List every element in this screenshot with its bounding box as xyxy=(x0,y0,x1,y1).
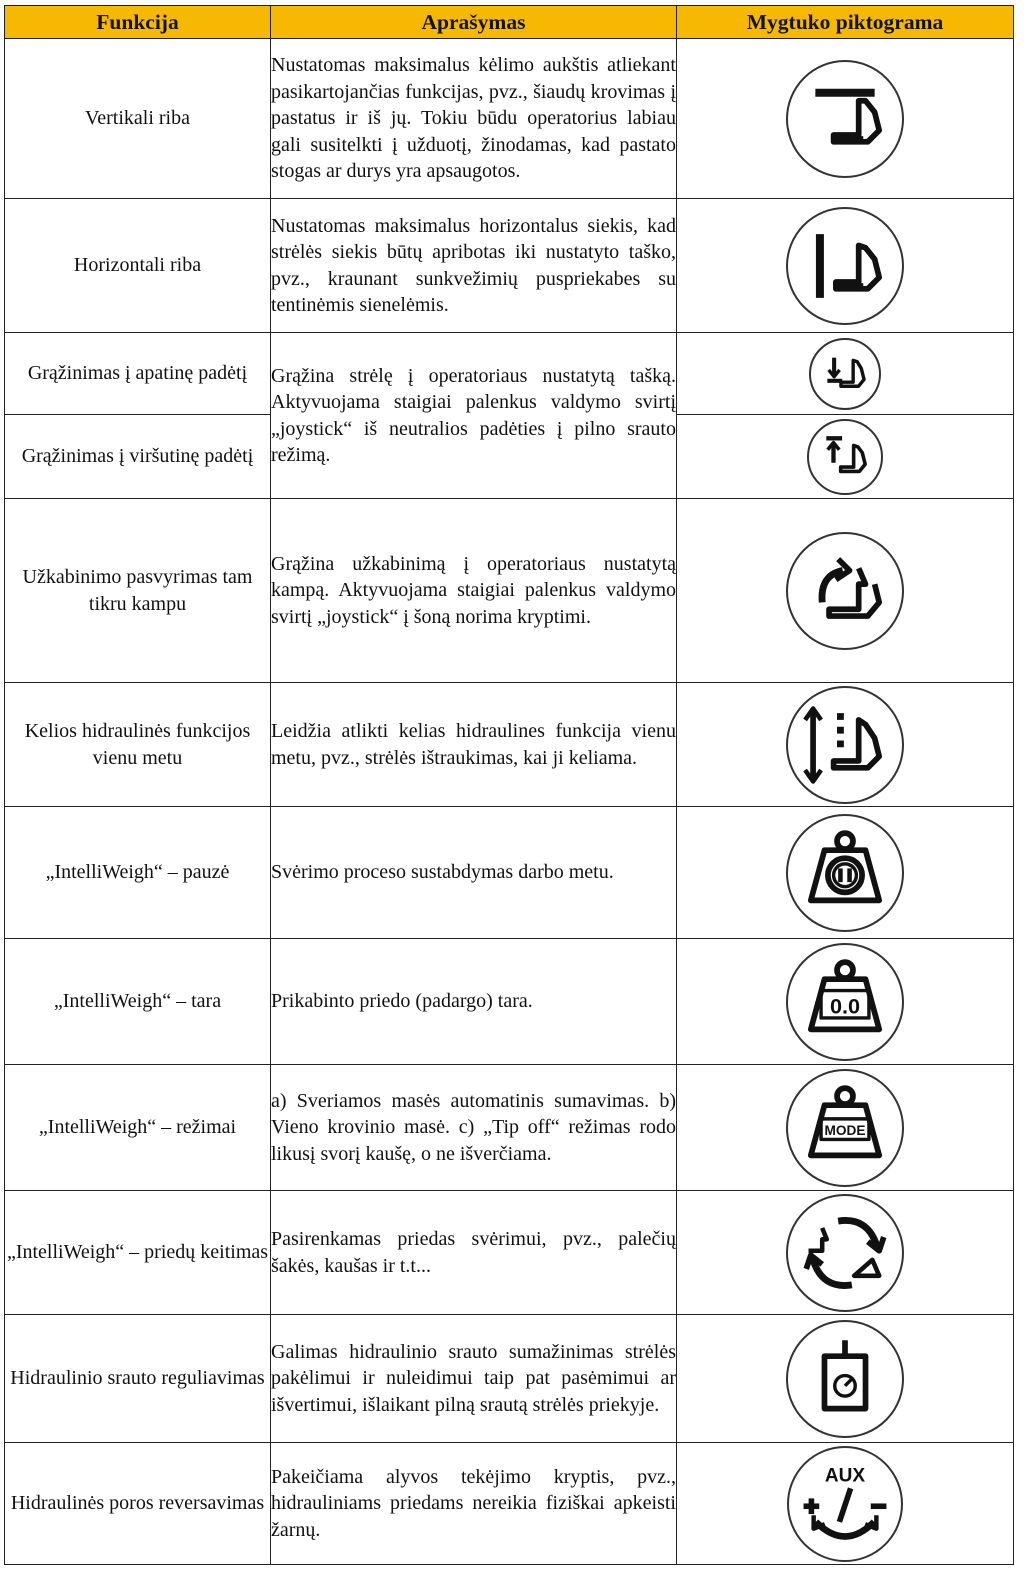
table-row xyxy=(5,39,1014,199)
attachment-change-icon xyxy=(786,1194,904,1312)
header-function: Funkcija xyxy=(5,6,271,39)
return-to-lower-icon xyxy=(809,338,881,410)
description-cell: Svėrimo proceso sustabdymas darbo metu. xyxy=(271,807,677,939)
table-row xyxy=(5,939,1014,1065)
function-cell: Hidraulinio srauto reguliavimas xyxy=(5,1315,271,1443)
description-cell: Pakeičiama alyvos tekėjimo kryptis, pvz., hidrauliniams priedams nereikia fiziškai apkeisti žarnų. xyxy=(271,1443,677,1565)
vertical-limit-icon xyxy=(786,60,904,178)
description-cell: Nustatomas maksimalus kėlimo aukštis atliekant pasikartojančias funkcijas, pvz., šiaudų krovimas į pastatus ir iš jų. Tokiu būdu operatorius labiau gali susitelkti į užduotį, žinodamas, kad pastato stogas ar durys yra apsaugotos. xyxy=(271,39,677,199)
flow-control-icon xyxy=(786,1320,904,1438)
table-row xyxy=(5,1443,1014,1565)
table-row xyxy=(5,499,1014,683)
function-cell: „IntelliWeigh“ – režimai xyxy=(5,1065,271,1191)
description-cell: a) Sveriamos masės automatinis sumavimas. b) Vieno krovinio masė. c) „Tip off“ režimas rodo likusį svorį kaušę, o ne išverčiama. xyxy=(271,1065,677,1191)
description-cell: Prikabinto priedo (padargo) tara. xyxy=(271,939,677,1065)
weigh-mode-icon xyxy=(786,1069,904,1187)
function-cell: Vertikali riba xyxy=(5,39,271,199)
function-cell: „IntelliWeigh“ – priedų keitimas xyxy=(5,1191,271,1315)
function-cell: Horizontali riba xyxy=(5,199,271,333)
header-icon: Mygtuko piktograma xyxy=(677,6,1014,39)
table-row xyxy=(5,1315,1014,1443)
function-cell: Hidraulinės poros reversavimas xyxy=(5,1443,271,1565)
carriage-tilt-icon xyxy=(786,532,904,650)
function-cell: Grąžinimas į viršutinę padėtį xyxy=(5,415,271,499)
multi-function-icon xyxy=(786,686,904,804)
table-row xyxy=(5,683,1014,807)
weigh-tare-icon xyxy=(786,943,904,1061)
description-cell: Galimas hidraulinio srauto sumažinimas strėlės pakėlimui ir nuleidimui taip pat pasėmimui ar išvertimui, išlaikant pilną srautą strėlės priekyje. xyxy=(271,1315,677,1443)
aux-label: AUX xyxy=(824,1465,866,1487)
weigh-pause-icon xyxy=(786,814,904,932)
weigh-tare-label: 0.0 xyxy=(829,992,861,1018)
description-cell: Grąžina užkabinimą į operatoriaus nustatytą kampą. Aktyvuojama staigiai palenkus valdymo svirtį „joystick“ į šoną norima kryptimi. xyxy=(271,499,677,683)
description-cell: Nustatomas maksimalus horizontalus siekis, kad strėlės siekis būtų apribotas iki nustatyto taško, pvz., kraunant sunkvežimių puspriekabes su tentinėmis sienelėmis. xyxy=(271,199,677,333)
horizontal-limit-icon xyxy=(786,207,904,325)
function-cell: Grąžinimas į apatinę padėtį xyxy=(5,333,271,415)
function-table xyxy=(4,5,1014,1565)
return-to-upper-icon xyxy=(807,419,883,495)
table-header-row xyxy=(5,6,1014,39)
description-cell: Pasirenkamas priedas svėrimui, pvz., palečių šakės, kaušas ir t.t... xyxy=(271,1191,677,1315)
table-row xyxy=(5,333,1014,415)
aux-reverse-icon xyxy=(787,1446,903,1562)
function-cell: Užkabinimo pasvyrimas tam tikru kampu xyxy=(5,499,271,683)
weigh-mode-label: MODE xyxy=(824,1122,866,1138)
table-row xyxy=(5,199,1014,333)
description-cell: Leidžia atlikti kelias hidraulines funkcija vienu metu, pvz., strėlės ištraukimas, kai ji keliama. xyxy=(271,683,677,807)
function-cell: „IntelliWeigh“ – tara xyxy=(5,939,271,1065)
header-description: Aprašymas xyxy=(271,6,677,39)
table-row xyxy=(5,807,1014,939)
description-cell: Grąžina strėlę į operatoriaus nustatytą tašką. Aktyvuojama staigiai palenkus valdymo svirtį „joystick“ iš neutralios padėties į pilno srauto režimą. xyxy=(271,333,677,499)
function-cell: Kelios hidraulinės funkcijos vienu metu xyxy=(5,683,271,807)
table-row xyxy=(5,1191,1014,1315)
function-cell: „IntelliWeigh“ – pauzė xyxy=(5,807,271,939)
table-row xyxy=(5,1065,1014,1191)
